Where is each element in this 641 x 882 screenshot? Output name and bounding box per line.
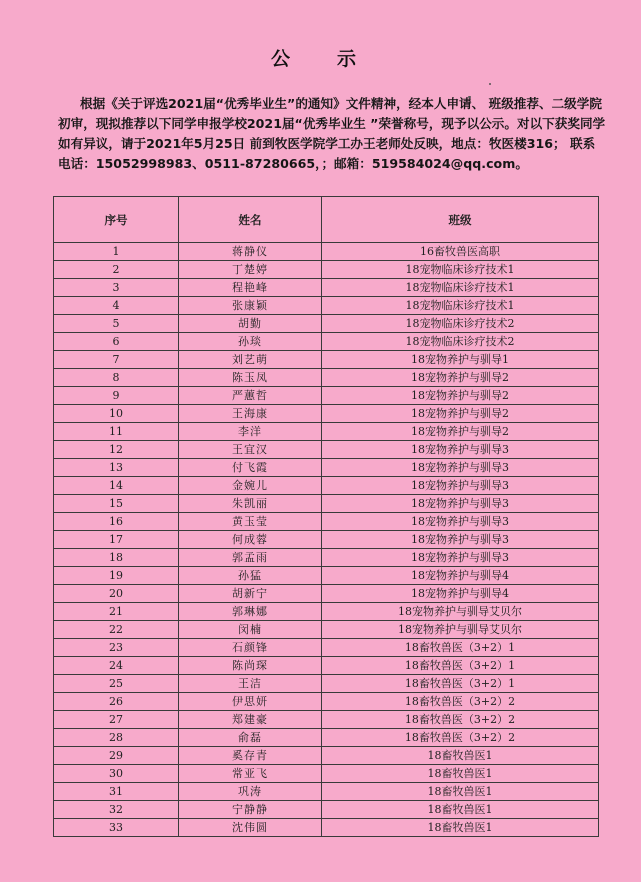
student-name: 何成蓉 — [179, 531, 322, 549]
student-name: 王宜汉 — [179, 441, 322, 459]
row-number: 28 — [54, 729, 179, 747]
student-name: 胡勤 — [179, 315, 322, 333]
row-number: 13 — [54, 459, 179, 477]
student-name: 闵楠 — [179, 621, 322, 639]
table-row — [54, 243, 599, 261]
class-name: 18宠物养护与驯导3 — [322, 513, 599, 531]
student-name: 程艳峰 — [179, 279, 322, 297]
table-header-row — [54, 197, 599, 243]
table-row — [54, 279, 599, 297]
table-row — [54, 693, 599, 711]
row-number: 24 — [54, 657, 179, 675]
class-name: 18畜牧兽医（3+2）2 — [322, 711, 599, 729]
student-name: 郑建豪 — [179, 711, 322, 729]
table-row — [54, 441, 599, 459]
student-name: 孙猛 — [179, 567, 322, 585]
table-row — [54, 315, 599, 333]
student-name: 沈伟圆 — [179, 819, 322, 837]
class-name: 18宠物养护与驯导4 — [322, 585, 599, 603]
row-number: 4 — [54, 297, 179, 315]
row-number: 11 — [54, 423, 179, 441]
student-name: 巩涛 — [179, 783, 322, 801]
scan-speck — [489, 83, 491, 85]
table-row — [54, 333, 599, 351]
row-number: 19 — [54, 567, 179, 585]
row-number: 27 — [54, 711, 179, 729]
row-number: 8 — [54, 369, 179, 387]
class-name: 18宠物临床诊疗技术2 — [322, 315, 599, 333]
student-name: 王海康 — [179, 405, 322, 423]
table-row — [54, 369, 599, 387]
table-row — [54, 711, 599, 729]
row-number: 30 — [54, 765, 179, 783]
class-name: 18宠物养护与驯导2 — [322, 387, 599, 405]
row-number: 21 — [54, 603, 179, 621]
row-number: 15 — [54, 495, 179, 513]
row-number: 2 — [54, 261, 179, 279]
table-row — [54, 405, 599, 423]
row-number: 20 — [54, 585, 179, 603]
row-number: 23 — [54, 639, 179, 657]
table-row — [54, 351, 599, 369]
table-row — [54, 675, 599, 693]
class-name: 18宠物养护与驯导3 — [322, 441, 599, 459]
class-name: 18宠物养护与驯导艾贝尔 — [322, 603, 599, 621]
class-name: 18畜牧兽医1 — [322, 747, 599, 765]
table-row — [54, 567, 599, 585]
class-name: 18畜牧兽医（3+2）2 — [322, 693, 599, 711]
student-name: 黄玉莹 — [179, 513, 322, 531]
header-name: 姓名 — [179, 197, 322, 243]
student-name: 李洋 — [179, 423, 322, 441]
student-name: 奚存青 — [179, 747, 322, 765]
row-number: 29 — [54, 747, 179, 765]
class-name: 18宠物临床诊疗技术1 — [322, 297, 599, 315]
student-name: 丁楚婷 — [179, 261, 322, 279]
class-name: 18宠物养护与驯导3 — [322, 477, 599, 495]
table-row — [54, 297, 599, 315]
student-name: 朱凯丽 — [179, 495, 322, 513]
class-name: 18宠物养护与驯导4 — [322, 567, 599, 585]
header-class: 班级 — [322, 197, 599, 243]
table-row — [54, 477, 599, 495]
student-name: 孙琰 — [179, 333, 322, 351]
table-row — [54, 819, 599, 837]
class-name: 18畜牧兽医1 — [322, 801, 599, 819]
notice-paragraph: 根据《关于评选2021届“优秀毕业生”的通知》文件精神，经本人申请、 班级推荐、二级学院初审，现拟推荐以下同学申报学校2021届“优秀毕业生 ”荣誉称号，现予以公示。对以下获奖同学如有异议，请于2021年5月25日 前到牧医学院学工办王老师处反映，地点：牧医楼316； 联系电话：15052998983、0511-87280665，；邮箱：519584024@qq.com。 — [58, 96, 606, 171]
class-name: 18宠物养护与驯导2 — [322, 369, 599, 387]
student-name: 郭孟雨 — [179, 549, 322, 567]
student-name: 张康颖 — [179, 297, 322, 315]
student-name: 伊思妍 — [179, 693, 322, 711]
table-row — [54, 459, 599, 477]
student-name: 俞磊 — [179, 729, 322, 747]
class-name: 18宠物临床诊疗技术1 — [322, 279, 599, 297]
class-name: 18畜牧兽医（3+2）1 — [322, 639, 599, 657]
table-row — [54, 513, 599, 531]
document-title: 公 示 — [270, 48, 370, 70]
row-number: 3 — [54, 279, 179, 297]
student-name: 石颜锋 — [179, 639, 322, 657]
student-name: 严蕙哲 — [179, 387, 322, 405]
row-number: 18 — [54, 549, 179, 567]
class-name: 18畜牧兽医1 — [322, 819, 599, 837]
class-name: 18宠物养护与驯导2 — [322, 423, 599, 441]
table-row — [54, 765, 599, 783]
class-name: 18宠物养护与驯导3 — [322, 459, 599, 477]
row-number: 31 — [54, 783, 179, 801]
student-name: 刘艺萌 — [179, 351, 322, 369]
class-name: 18宠物养护与驯导3 — [322, 495, 599, 513]
class-name: 16畜牧兽医高职 — [322, 243, 599, 261]
row-number: 9 — [54, 387, 179, 405]
row-number: 26 — [54, 693, 179, 711]
table-row — [54, 783, 599, 801]
table-row — [54, 639, 599, 657]
roster-table — [53, 196, 599, 837]
table-row — [54, 621, 599, 639]
table-row — [54, 657, 599, 675]
class-name: 18畜牧兽医（3+2）1 — [322, 675, 599, 693]
row-number: 14 — [54, 477, 179, 495]
table-row — [54, 261, 599, 279]
table-row — [54, 801, 599, 819]
class-name: 18畜牧兽医1 — [322, 765, 599, 783]
student-name: 陈玉凤 — [179, 369, 322, 387]
class-name: 18宠物养护与驯导1 — [322, 351, 599, 369]
row-number: 25 — [54, 675, 179, 693]
student-name: 胡新宁 — [179, 585, 322, 603]
class-name: 18宠物养护与驯导3 — [322, 531, 599, 549]
table-row — [54, 495, 599, 513]
student-name: 金婉儿 — [179, 477, 322, 495]
row-number: 32 — [54, 801, 179, 819]
class-name: 18畜牧兽医（3+2）2 — [322, 729, 599, 747]
student-name: 宁静静 — [179, 801, 322, 819]
header-no: 序号 — [54, 197, 179, 243]
class-name: 18宠物养护与驯导艾贝尔 — [322, 621, 599, 639]
row-number: 10 — [54, 405, 179, 423]
row-number: 12 — [54, 441, 179, 459]
table-row — [54, 423, 599, 441]
table-row — [54, 531, 599, 549]
row-number: 17 — [54, 531, 179, 549]
class-name: 18畜牧兽医（3+2）1 — [322, 657, 599, 675]
student-name: 蒋静仪 — [179, 243, 322, 261]
table-body — [54, 243, 599, 837]
row-number: 5 — [54, 315, 179, 333]
table-row — [54, 729, 599, 747]
table-row — [54, 603, 599, 621]
row-number: 33 — [54, 819, 179, 837]
row-number: 1 — [54, 243, 179, 261]
row-number: 7 — [54, 351, 179, 369]
student-name: 陈尚琛 — [179, 657, 322, 675]
class-name: 18宠物临床诊疗技术1 — [322, 261, 599, 279]
student-name: 付飞霞 — [179, 459, 322, 477]
table-row — [54, 585, 599, 603]
student-name: 郭琳娜 — [179, 603, 322, 621]
row-number: 22 — [54, 621, 179, 639]
student-name: 王洁 — [179, 675, 322, 693]
row-number: 16 — [54, 513, 179, 531]
class-name: 18宠物养护与驯导3 — [322, 549, 599, 567]
table-row — [54, 747, 599, 765]
class-name: 18宠物临床诊疗技术2 — [322, 333, 599, 351]
row-number: 6 — [54, 333, 179, 351]
student-name: 常亚飞 — [179, 765, 322, 783]
class-name: 18宠物养护与驯导2 — [322, 405, 599, 423]
class-name: 18畜牧兽医1 — [322, 783, 599, 801]
table-row — [54, 387, 599, 405]
table-row — [54, 549, 599, 567]
